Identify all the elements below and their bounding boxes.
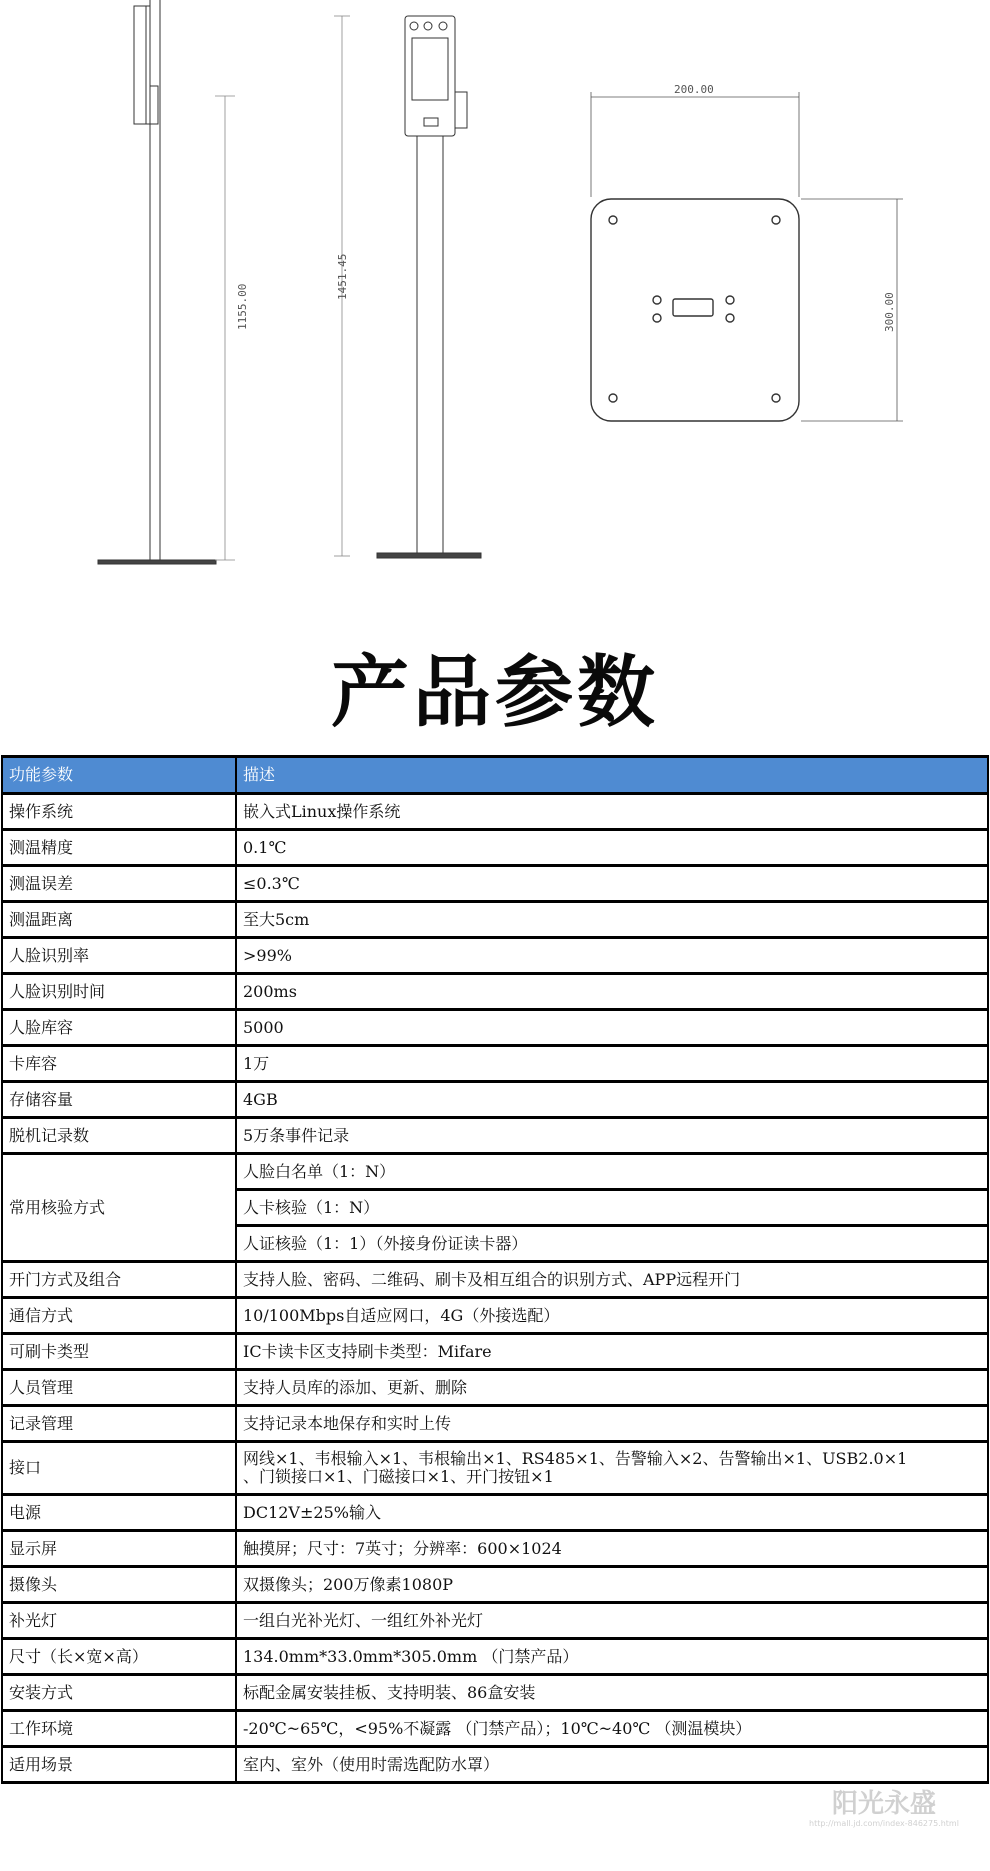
param-cell: 人员管理 <box>2 1370 236 1406</box>
table-row <box>2 1010 988 1046</box>
desc-cell: 触摸屏；尺寸：7英寸；分辨率：600×1024 <box>236 1531 988 1567</box>
table-row <box>2 1406 988 1442</box>
param-cell: 存储容量 <box>2 1082 236 1118</box>
table-header-row <box>2 757 988 794</box>
param-cell: 卡库容 <box>2 1046 236 1082</box>
interface-line-2: 、门锁接口×1、门磁接口×1、开门按钮×1 <box>243 1467 554 1486</box>
param-cell: 可刷卡类型 <box>2 1334 236 1370</box>
desc-cell: 134.0mm*33.0mm*305.0mm （门禁产品） <box>236 1639 988 1675</box>
param-cell: 补光灯 <box>2 1603 236 1639</box>
side-height-label: 1155.00 <box>236 283 249 330</box>
desc-cell: DC12V±25%输入 <box>236 1495 988 1531</box>
param-cell: 人脸识别率 <box>2 938 236 974</box>
desc-cell: 0.1℃ <box>236 830 988 866</box>
param-cell: 通信方式 <box>2 1298 236 1334</box>
desc-cell: 人脸白名单（1：N） <box>236 1154 988 1190</box>
desc-cell: -20℃~65℃，<95%不凝露 （门禁产品）；10℃~40℃ （测温模块） <box>236 1711 988 1747</box>
desc-cell: >99% <box>236 938 988 974</box>
table-row <box>2 1711 988 1747</box>
table-row <box>2 1495 988 1531</box>
desc-cell: 支持记录本地保存和实时上传 <box>236 1406 988 1442</box>
table-row <box>2 866 988 902</box>
param-cell: 测温精度 <box>2 830 236 866</box>
desc-cell: 4GB <box>236 1082 988 1118</box>
desc-cell: 一组白光补光灯、一组红外补光灯 <box>236 1603 988 1639</box>
side-view-drawing <box>98 0 235 564</box>
page-title: 产品参数 <box>330 648 659 738</box>
mounting-plate-drawing <box>591 199 799 421</box>
param-cell: 人脸库容 <box>2 1010 236 1046</box>
plate-dimension-lines <box>591 92 903 421</box>
table-row <box>2 1298 988 1334</box>
param-cell: 测温距离 <box>2 902 236 938</box>
param-cell: 电源 <box>2 1495 236 1531</box>
param-cell: 脱机记录数 <box>2 1118 236 1154</box>
watermark-logo: 阳光永盛 <box>831 1789 936 1819</box>
watermark-url: http://mall.jd.com/index-846275.html <box>809 1819 959 1828</box>
param-cell: 尺寸（长×宽×高） <box>2 1639 236 1675</box>
param-cell: 适用场景 <box>2 1747 236 1783</box>
table-row <box>2 1262 988 1298</box>
desc-cell: 5万条事件记录 <box>236 1118 988 1154</box>
param-cell: 操作系统 <box>2 794 236 830</box>
desc-cell: 室内、室外（使用时需选配防水罩） <box>236 1747 988 1783</box>
table-row <box>2 1118 988 1154</box>
param-cell: 接口 <box>2 1442 236 1495</box>
table-row <box>2 902 988 938</box>
table-row <box>2 1603 988 1639</box>
table-row <box>2 1334 988 1370</box>
desc-cell: IC卡读卡区支持刷卡类型：Mifare <box>236 1334 988 1370</box>
table-row <box>2 1675 988 1711</box>
front-view-drawing <box>334 16 481 558</box>
desc-cell: 人卡核验（1：N） <box>236 1190 988 1226</box>
param-cell: 摄像头 <box>2 1567 236 1603</box>
table-row <box>2 1082 988 1118</box>
param-cell: 显示屏 <box>2 1531 236 1567</box>
desc-cell: 嵌入式Linux操作系统 <box>236 794 988 830</box>
table-row <box>2 1370 988 1406</box>
table-row <box>2 1531 988 1567</box>
table-row <box>2 1154 988 1190</box>
table-row <box>2 1046 988 1082</box>
watermark <box>808 1789 960 1833</box>
desc-cell: 支持人脸、密码、二维码、刷卡及相互组合的识别方式、APP远程开门 <box>236 1262 988 1298</box>
param-cell: 测温误差 <box>2 866 236 902</box>
param-cell: 工作环境 <box>2 1711 236 1747</box>
param-cell: 常用核验方式 <box>2 1154 236 1262</box>
table-row <box>2 974 988 1010</box>
desc-cell: 1万 <box>236 1046 988 1082</box>
plate-width-label: 200.00 <box>674 83 714 96</box>
table-row <box>2 1747 988 1783</box>
front-height-label: 1451.45 <box>336 253 349 300</box>
spec-table <box>1 755 989 1784</box>
table-row <box>2 938 988 974</box>
desc-cell: 标配金属安装挂板、支持明装、86盒安装 <box>236 1675 988 1711</box>
desc-cell: 双摄像头；200万像素1080P <box>236 1567 988 1603</box>
interface-line-1: 网线×1、韦根输入×1、韦根输出×1、RS485×1、告警输入×2、告警输出×1、USB2.0×1 <box>243 1449 908 1468</box>
table-row <box>2 794 988 830</box>
table-row <box>2 1442 988 1495</box>
desc-cell: ≤0.3℃ <box>236 866 988 902</box>
desc-cell: 10/100Mbps自适应网口，4G（外接选配） <box>236 1298 988 1334</box>
desc-cell: 支持人员库的添加、更新、删除 <box>236 1370 988 1406</box>
plate-height-label: 300.00 <box>883 292 896 332</box>
table-row <box>2 830 988 866</box>
table-row <box>2 1639 988 1675</box>
param-cell: 安装方式 <box>2 1675 236 1711</box>
table-row <box>2 1567 988 1603</box>
param-cell: 开门方式及组合 <box>2 1262 236 1298</box>
desc-cell <box>236 1442 988 1495</box>
desc-cell: 200ms <box>236 974 988 1010</box>
technical-drawing <box>0 0 990 620</box>
header-param: 功能参数 <box>2 757 236 794</box>
desc-cell: 5000 <box>236 1010 988 1046</box>
desc-cell: 至大5cm <box>236 902 988 938</box>
header-desc: 描述 <box>236 757 988 794</box>
desc-cell: 人证核验（1：1）（外接身份证读卡器） <box>236 1226 988 1262</box>
param-cell: 记录管理 <box>2 1406 236 1442</box>
param-cell: 人脸识别时间 <box>2 974 236 1010</box>
